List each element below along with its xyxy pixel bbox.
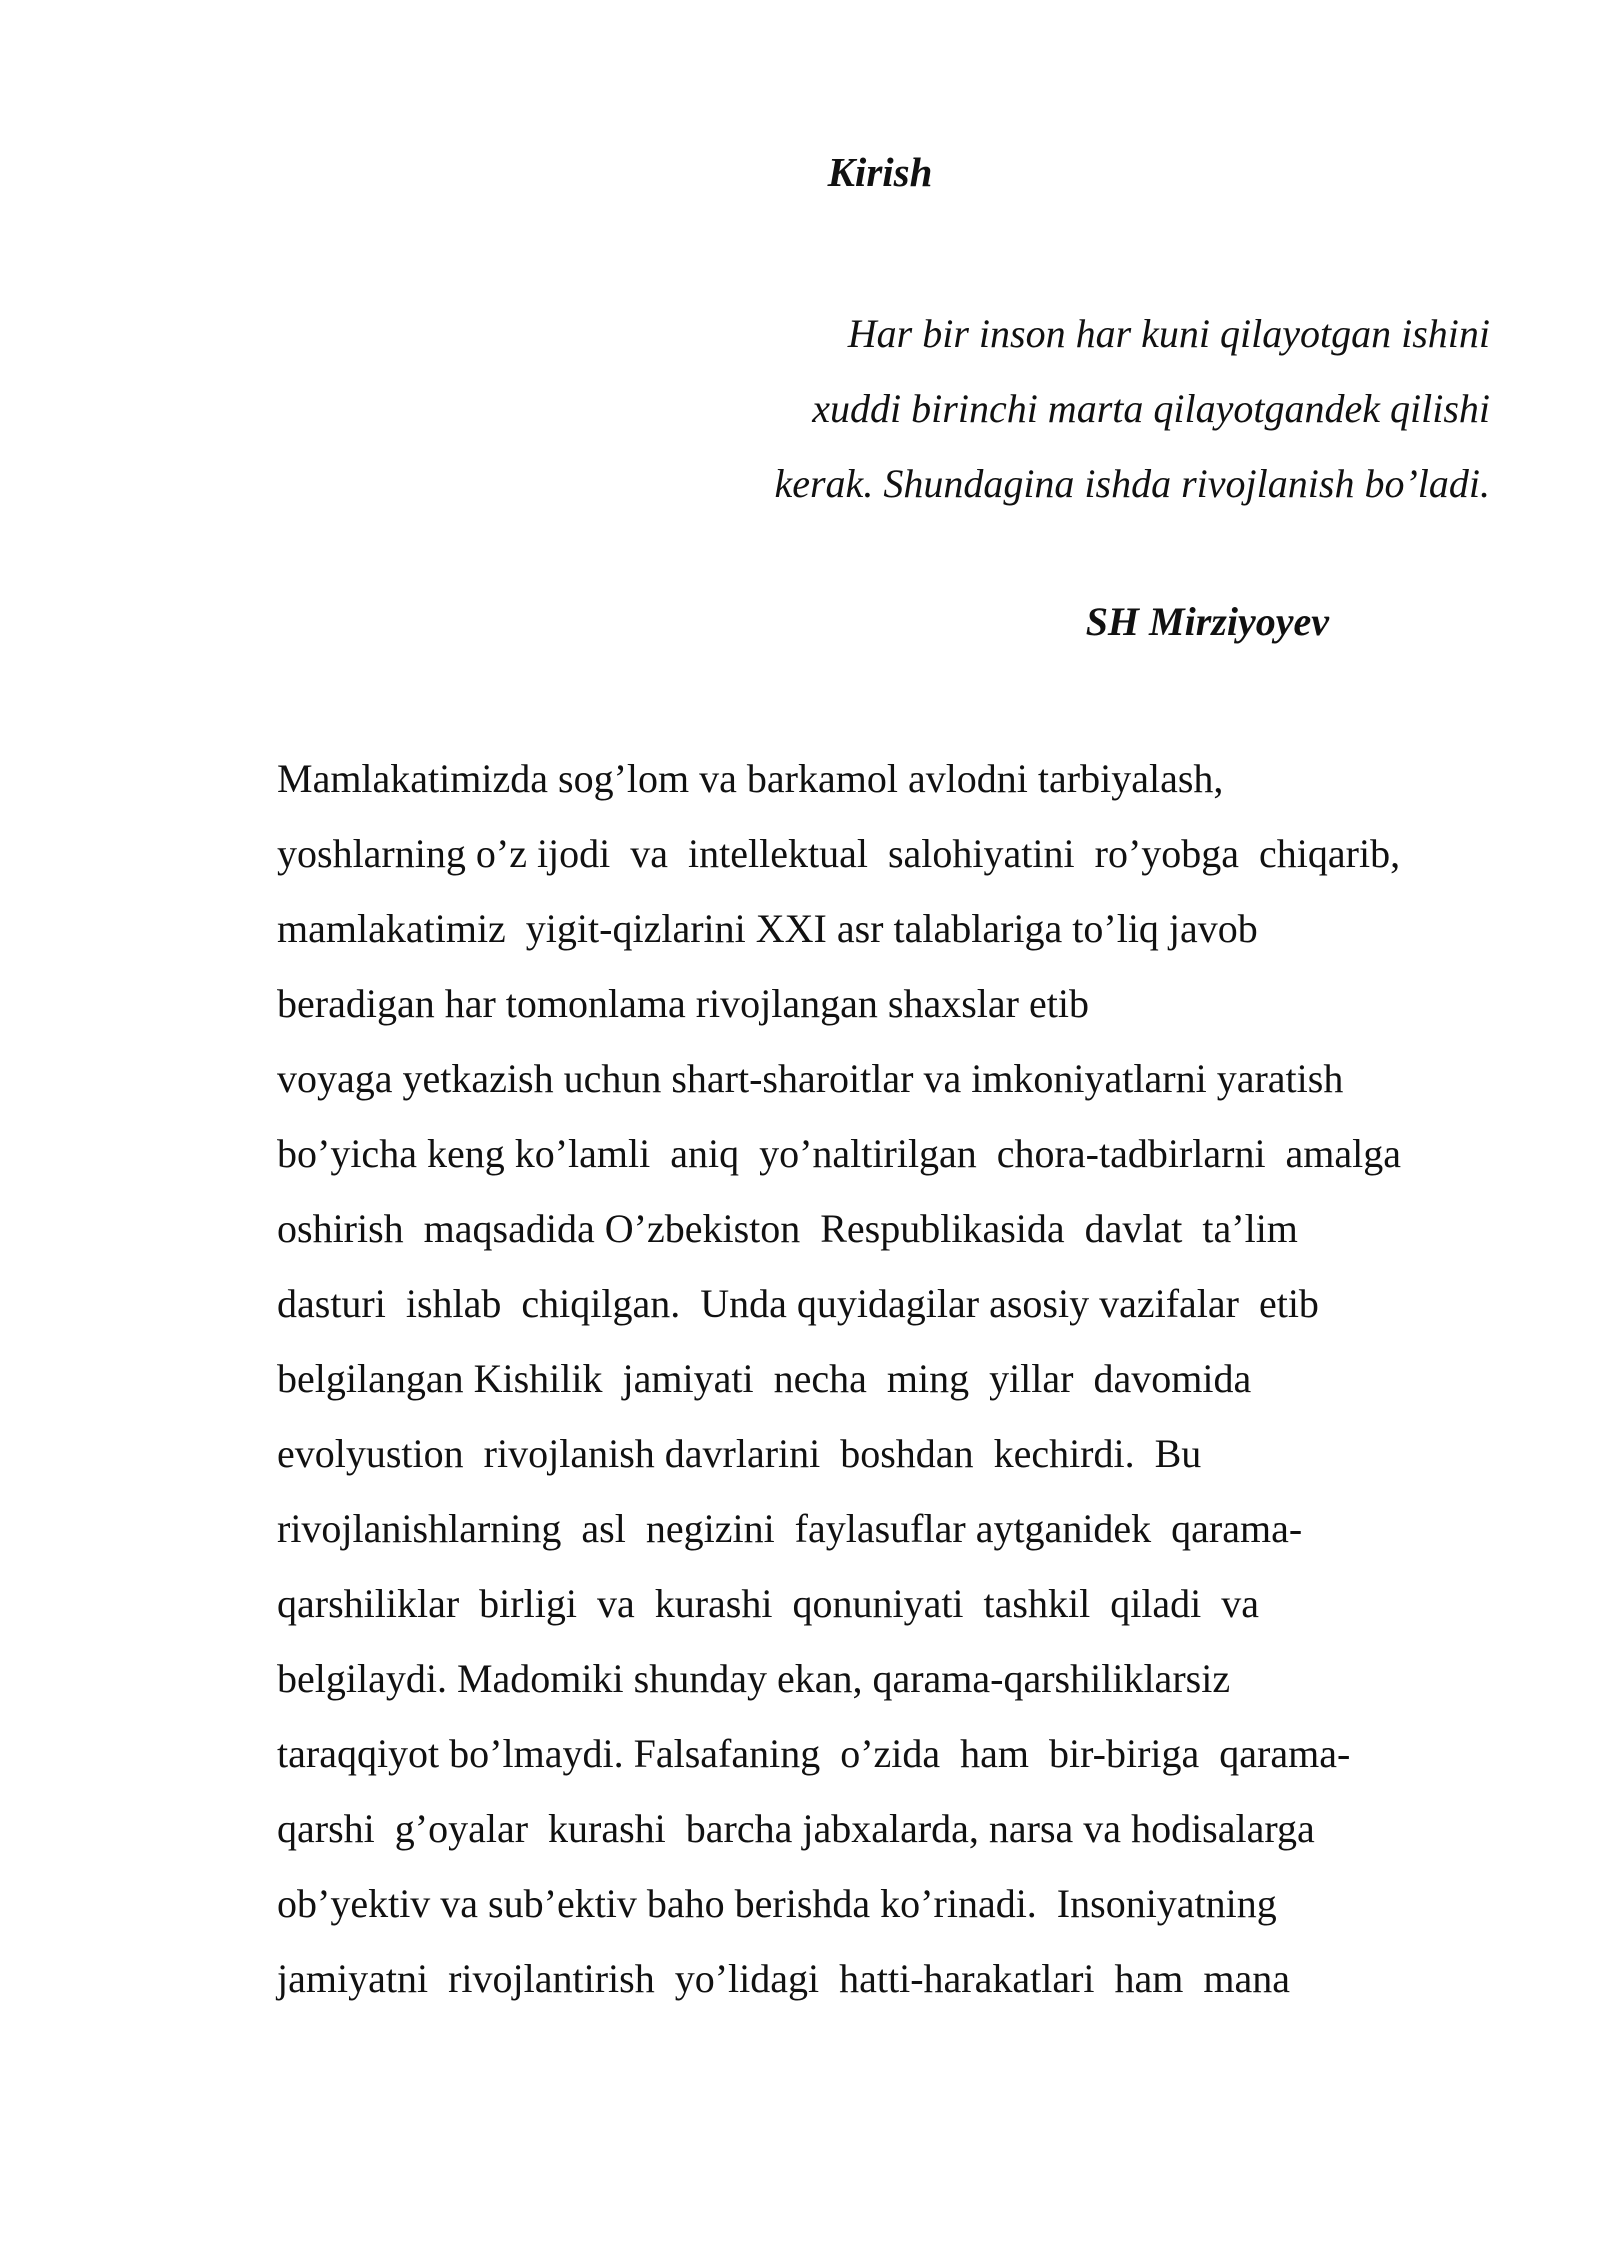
body-line: belgilangan Kishilik jamiyati necha ming yillar davomida	[277, 1356, 1252, 1401]
body-line: ob’yektiv va sub’ektiv baho berishda ko’rinadi. Insoniyatning	[277, 1881, 1277, 1926]
body-line: mamlakatimiz yigit-qizlarini XXI asr talablariga to’liq javob	[277, 906, 1258, 951]
body-line: qarshiliklar birligi va kurashi qonuniyati tashkil qiladi va	[277, 1581, 1260, 1626]
page-title: Kirish	[827, 149, 933, 195]
body-line: taraqqiyot bo’lmaydi. Falsafaning o’zida ham bir-biriga qarama-	[277, 1731, 1351, 1776]
epigraph	[590, 296, 1490, 521]
body-line: yoshlarning o’z ijodi va intellektual salohiyatini ro’yobga chiqarib,	[277, 831, 1401, 876]
body-line: voyaga yetkazish uchun shart-sharoitlar va imkoniyatlarni yaratish	[277, 1056, 1344, 1101]
body-line: oshirish maqsadida O’zbekiston Respublikasida davlat ta’lim	[277, 1206, 1298, 1251]
body-line: bo’yicha keng ko’lamli aniq yo’naltirilgan chora-tadbirlarni amalga	[277, 1131, 1402, 1176]
body-paragraph	[277, 741, 1497, 2016]
epigraph-line: xuddi birinchi marta qilayotgandek qilishi	[812, 386, 1490, 431]
body-line: dasturi ishlab chiqilgan. Unda quyidagilar asosiy vazifalar etib	[277, 1281, 1319, 1326]
body-line: jamiyatni rivojlantirish yo’lidagi hatti-harakatlari ham mana	[277, 1956, 1291, 2001]
body-line: beradigan har tomonlama rivojlangan shaxslar etib	[277, 981, 1089, 1026]
body-line: rivojlanishlarning asl negizini faylasuflar aytganidek qarama-	[277, 1506, 1303, 1551]
epigraph-author: SH Mirziyoyev	[1085, 599, 1329, 644]
body-line: belgilaydi. Madomiki shunday ekan, qarama-qarshiliklarsiz	[277, 1656, 1231, 1701]
body-line: qarshi g’oyalar kurashi barcha jabxalarda, narsa va hodisalarga	[277, 1806, 1315, 1851]
body-line: Mamlakatimizda sog’lom va barkamol avlodni tarbiyalash,	[277, 756, 1224, 801]
epigraph-line: Har bir inson har kuni qilayotgan ishini	[847, 311, 1490, 356]
epigraph-line: kerak. Shundagina ishda rivojlanish bo’ladi.	[774, 461, 1490, 506]
body-line: evolyustion rivojlanish davrlarini boshdan kechirdi. Bu	[277, 1431, 1202, 1476]
